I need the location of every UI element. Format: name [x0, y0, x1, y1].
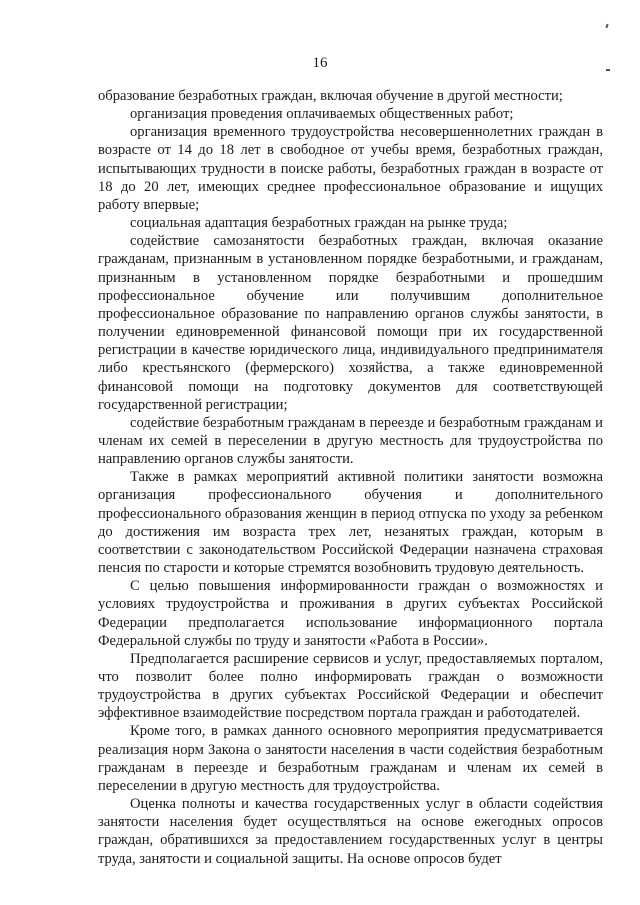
paragraph: организация временного трудоустройства несовершеннолетних граждан в возрасте от 14 до 18 лет в свободное от учебы время, безработных граждан, испытывающих трудности в поиске работы, безработных граждан в возрасте от 18 до 20 лет, имеющих среднее профессиональное образование и ищущих работу впервые;	[98, 124, 603, 213]
paragraph: Также в рамках мероприятий активной политики занятости возможна организация профессионального обучения и дополнительного профессионального образования женщин в период отпуска по уходу за ребенком до достижения им возраста трех лет, незанятых граждан, которым в соответствии с законодательством Российской Федерации назначена страховая пенсия по старости и которые стремятся возобновить трудовую деятельность.	[98, 469, 603, 577]
paragraph: Предполагается расширение сервисов и услуг, предоставляемых порталом, что позволит более полно информировать граждан о возможности трудоустройства в других субъектах Российской Федерации и обеспечит эффективное взаимодействие посредством портала граждан и работодателей.	[98, 650, 603, 722]
document-body	[98, 87, 603, 868]
paragraph: содействие безработным гражданам в переезде и безработным гражданам и членам их семей в переселении в другую местность для трудоустройства по направлению органов службы занятости.	[98, 414, 603, 468]
paragraph: социальная адаптация безработных граждан на рынке труда;	[130, 215, 508, 232]
page-number: 16	[312, 55, 328, 71]
paragraph: организация проведения оплачиваемых общественных работ;	[130, 106, 514, 123]
paragraph: С целью повышения информированности граждан о возможностях и условиях трудоустройства и проживания в других субъектах Российской Федерации предполагается использование информационного портала Федеральной службы по труду и занятости «Работа в России».	[98, 578, 603, 649]
paragraph: образование безработных граждан, включая обучение в другой местности;	[98, 88, 563, 104]
scan-speck	[605, 24, 608, 28]
paragraph: содействие самозанятости безработных граждан, включая оказание гражданам, признанным в установленном порядке безработными, и гражданам, признанным в установленном порядке безработными и прошедшим профессиональное обучение или получившим дополнительное профессиональное образование по направлению органов службы занятости, в получении единовременной финансовой помощи при их государственной регистрации в качестве юридического лица, индивидуального предпринимателя либо крестьянского (фермерского) хозяйства, а также единовременной финансовой помощи на подготовку документов для соответствующей государственной регистрации;	[98, 233, 603, 413]
paragraph: Оценка полноты и качества государственных услуг в области содействия занятости населения будет осуществляться на основе ежегодных опросов граждан, обратившихся за предоставлением государственных услуг в центры труда, занятости и социальной защиты. На основе опросов будет	[98, 796, 603, 867]
paragraph: Кроме того, в рамках данного основного мероприятия предусматривается реализация норм Закона о занятости населения в части содействия безработным гражданам в переезде и безработным гражданам и членам их семей в переселении в другую местность для трудоустройства.	[98, 723, 603, 794]
